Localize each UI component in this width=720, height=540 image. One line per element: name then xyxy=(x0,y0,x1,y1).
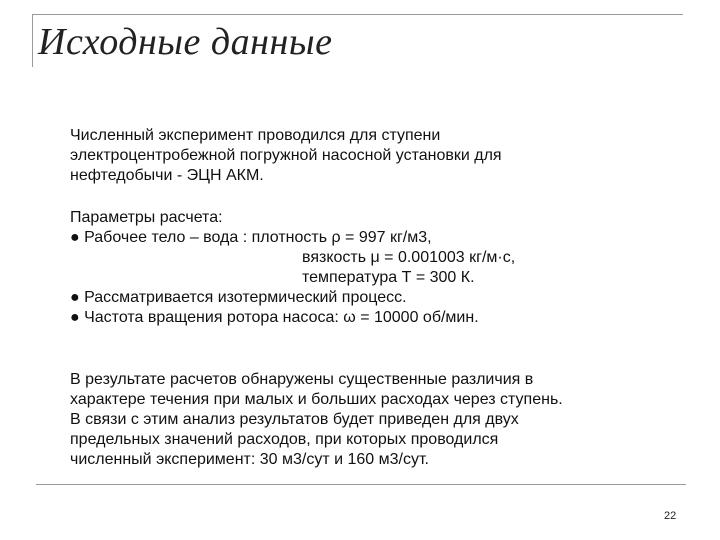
results-line: предельных значений расходов, при которых проводился xyxy=(70,431,499,448)
results-line: В результате расчетов обнаружены существенные различия в xyxy=(70,371,534,388)
parameter-item: ● Частота вращения ротора насоса: ω = 10000 об/мин. xyxy=(70,309,479,326)
intro-paragraph xyxy=(70,126,630,186)
intro-line: Численный эксперимент проводился для ступени xyxy=(70,127,441,144)
parameter-item: ● Рассматривается изотермический процесс. xyxy=(70,289,407,306)
intro-line: нефтедобычи - ЭЦН АКМ. xyxy=(70,167,264,184)
results-line: численный эксперимент: 30 м3/сут и 160 м3/сут. xyxy=(70,451,429,468)
parameter-item: температура Т = 300 К. xyxy=(302,269,475,286)
results-line: характере течения при малых и больших расходах через ступень. xyxy=(70,391,563,408)
parameters-block xyxy=(70,208,670,328)
intro-line: электроцентробежной погружной насосной установки для xyxy=(70,147,502,164)
parameter-item: вязкость μ = 0.001003 кг/м·с, xyxy=(302,249,516,266)
slide-title: Исходные данные xyxy=(38,21,333,63)
page-number: 22 xyxy=(664,510,677,522)
parameters-heading: Параметры расчета: xyxy=(70,209,223,226)
parameter-item: ● Рабочее тело – вода : плотность ρ = 997 кг/м3, xyxy=(70,229,432,246)
footer-divider xyxy=(36,484,686,485)
results-paragraph xyxy=(70,370,670,470)
results-line: В связи с этим анализ результатов будет приведен для двух xyxy=(70,411,519,428)
